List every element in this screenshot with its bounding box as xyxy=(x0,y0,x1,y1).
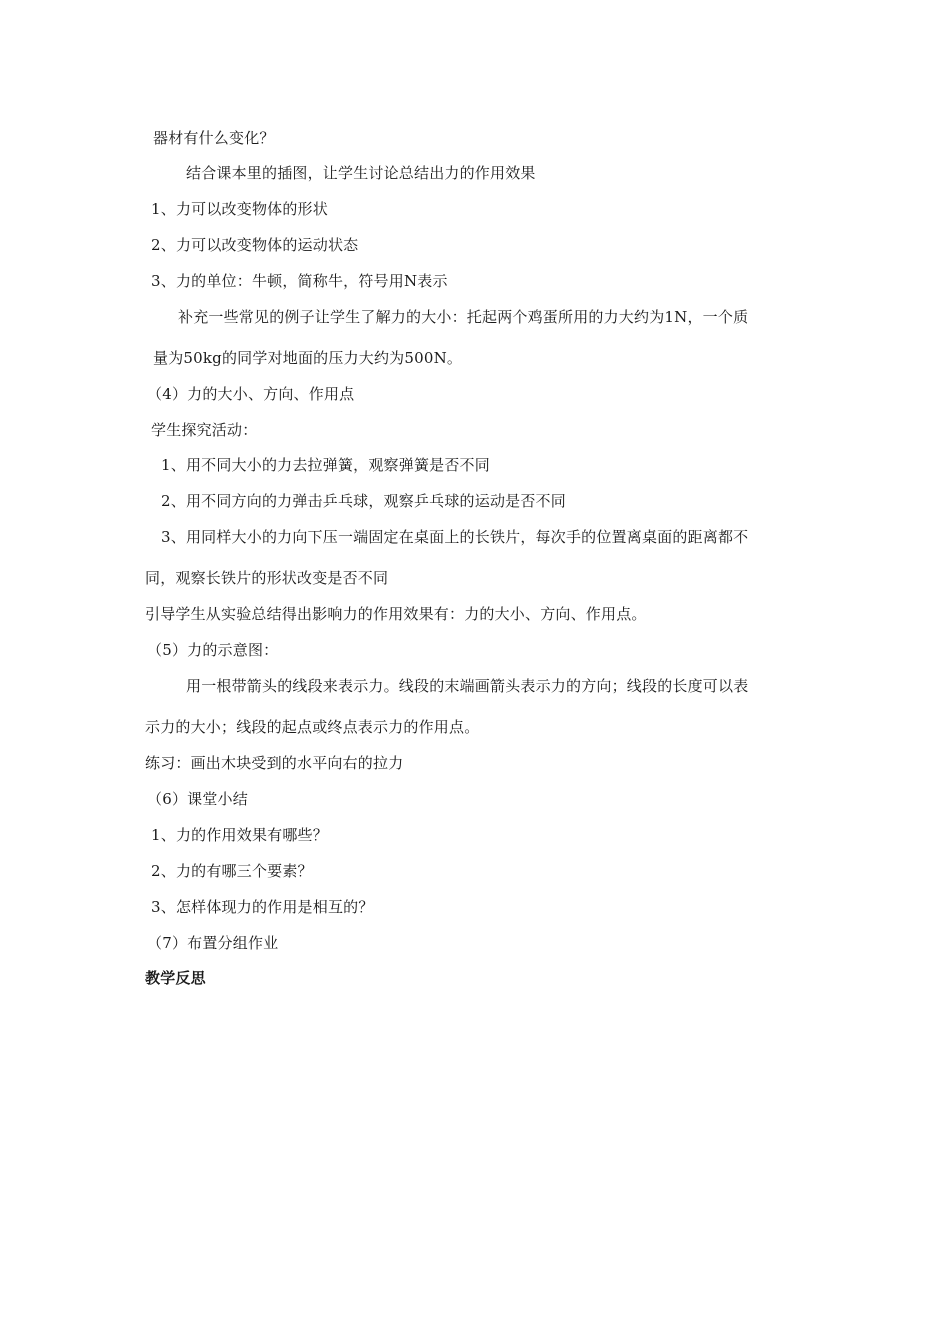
list-item: 1、力可以改变物体的形状 xyxy=(151,200,328,218)
text-line: 补充一些常见的例子让学生了解力的大小：托起两个鸡蛋所用的力大约为1N，一个质 xyxy=(178,308,749,326)
list-item: 2、力可以改变物体的运动状态 xyxy=(151,236,359,254)
text-line: 同，观察长铁片的形状改变是否不同 xyxy=(145,569,389,587)
list-item: 2、力的有哪三个要素？ xyxy=(151,862,313,880)
text-line: 用一根带箭头的线段来表示力。线段的末端画箭头表示力的方向；线段的长度可以表 xyxy=(186,677,749,695)
text-line: 练习：画出木块受到的水平向右的拉力 xyxy=(145,754,404,772)
section-heading: （7）布置分组作业 xyxy=(147,934,279,952)
list-item: 3、怎样体现力的作用是相互的？ xyxy=(151,898,374,916)
text-line: 学生探究活动： xyxy=(151,421,258,439)
section-heading: （4）力的大小、方向、作用点 xyxy=(147,385,355,403)
text-line: 引导学生从实验总结得出影响力的作用效果有：力的大小、方向、作用点。 xyxy=(145,605,647,623)
text-line: 结合课本里的插图，让学生讨论总结出力的作用效果 xyxy=(186,164,536,182)
list-item: 3、用同样大小的力向下压一端固定在桌面上的长铁片，每次手的位置离桌面的距离都不 xyxy=(161,528,749,546)
list-item: 1、力的作用效果有哪些？ xyxy=(151,826,328,844)
list-item: 1、用不同大小的力去拉弹簧，观察弹簧是否不同 xyxy=(161,456,490,474)
section-heading: （6）课堂小结 xyxy=(147,790,248,808)
reflection-heading: 教学反思 xyxy=(145,969,206,987)
list-item: 2、用不同方向的力弹击乒乓球，观察乒乓球的运动是否不同 xyxy=(161,492,566,510)
text-line: 示力的大小；线段的起点或终点表示力的作用点。 xyxy=(145,718,480,736)
text-line: 量为50kg的同学对地面的压力大约为500N。 xyxy=(153,349,463,367)
list-item: 3、力的单位：牛顿，简称牛，符号用N表示 xyxy=(151,272,448,290)
section-heading: （5）力的示意图： xyxy=(147,641,279,659)
text-line: 器材有什么变化？ xyxy=(153,129,275,147)
